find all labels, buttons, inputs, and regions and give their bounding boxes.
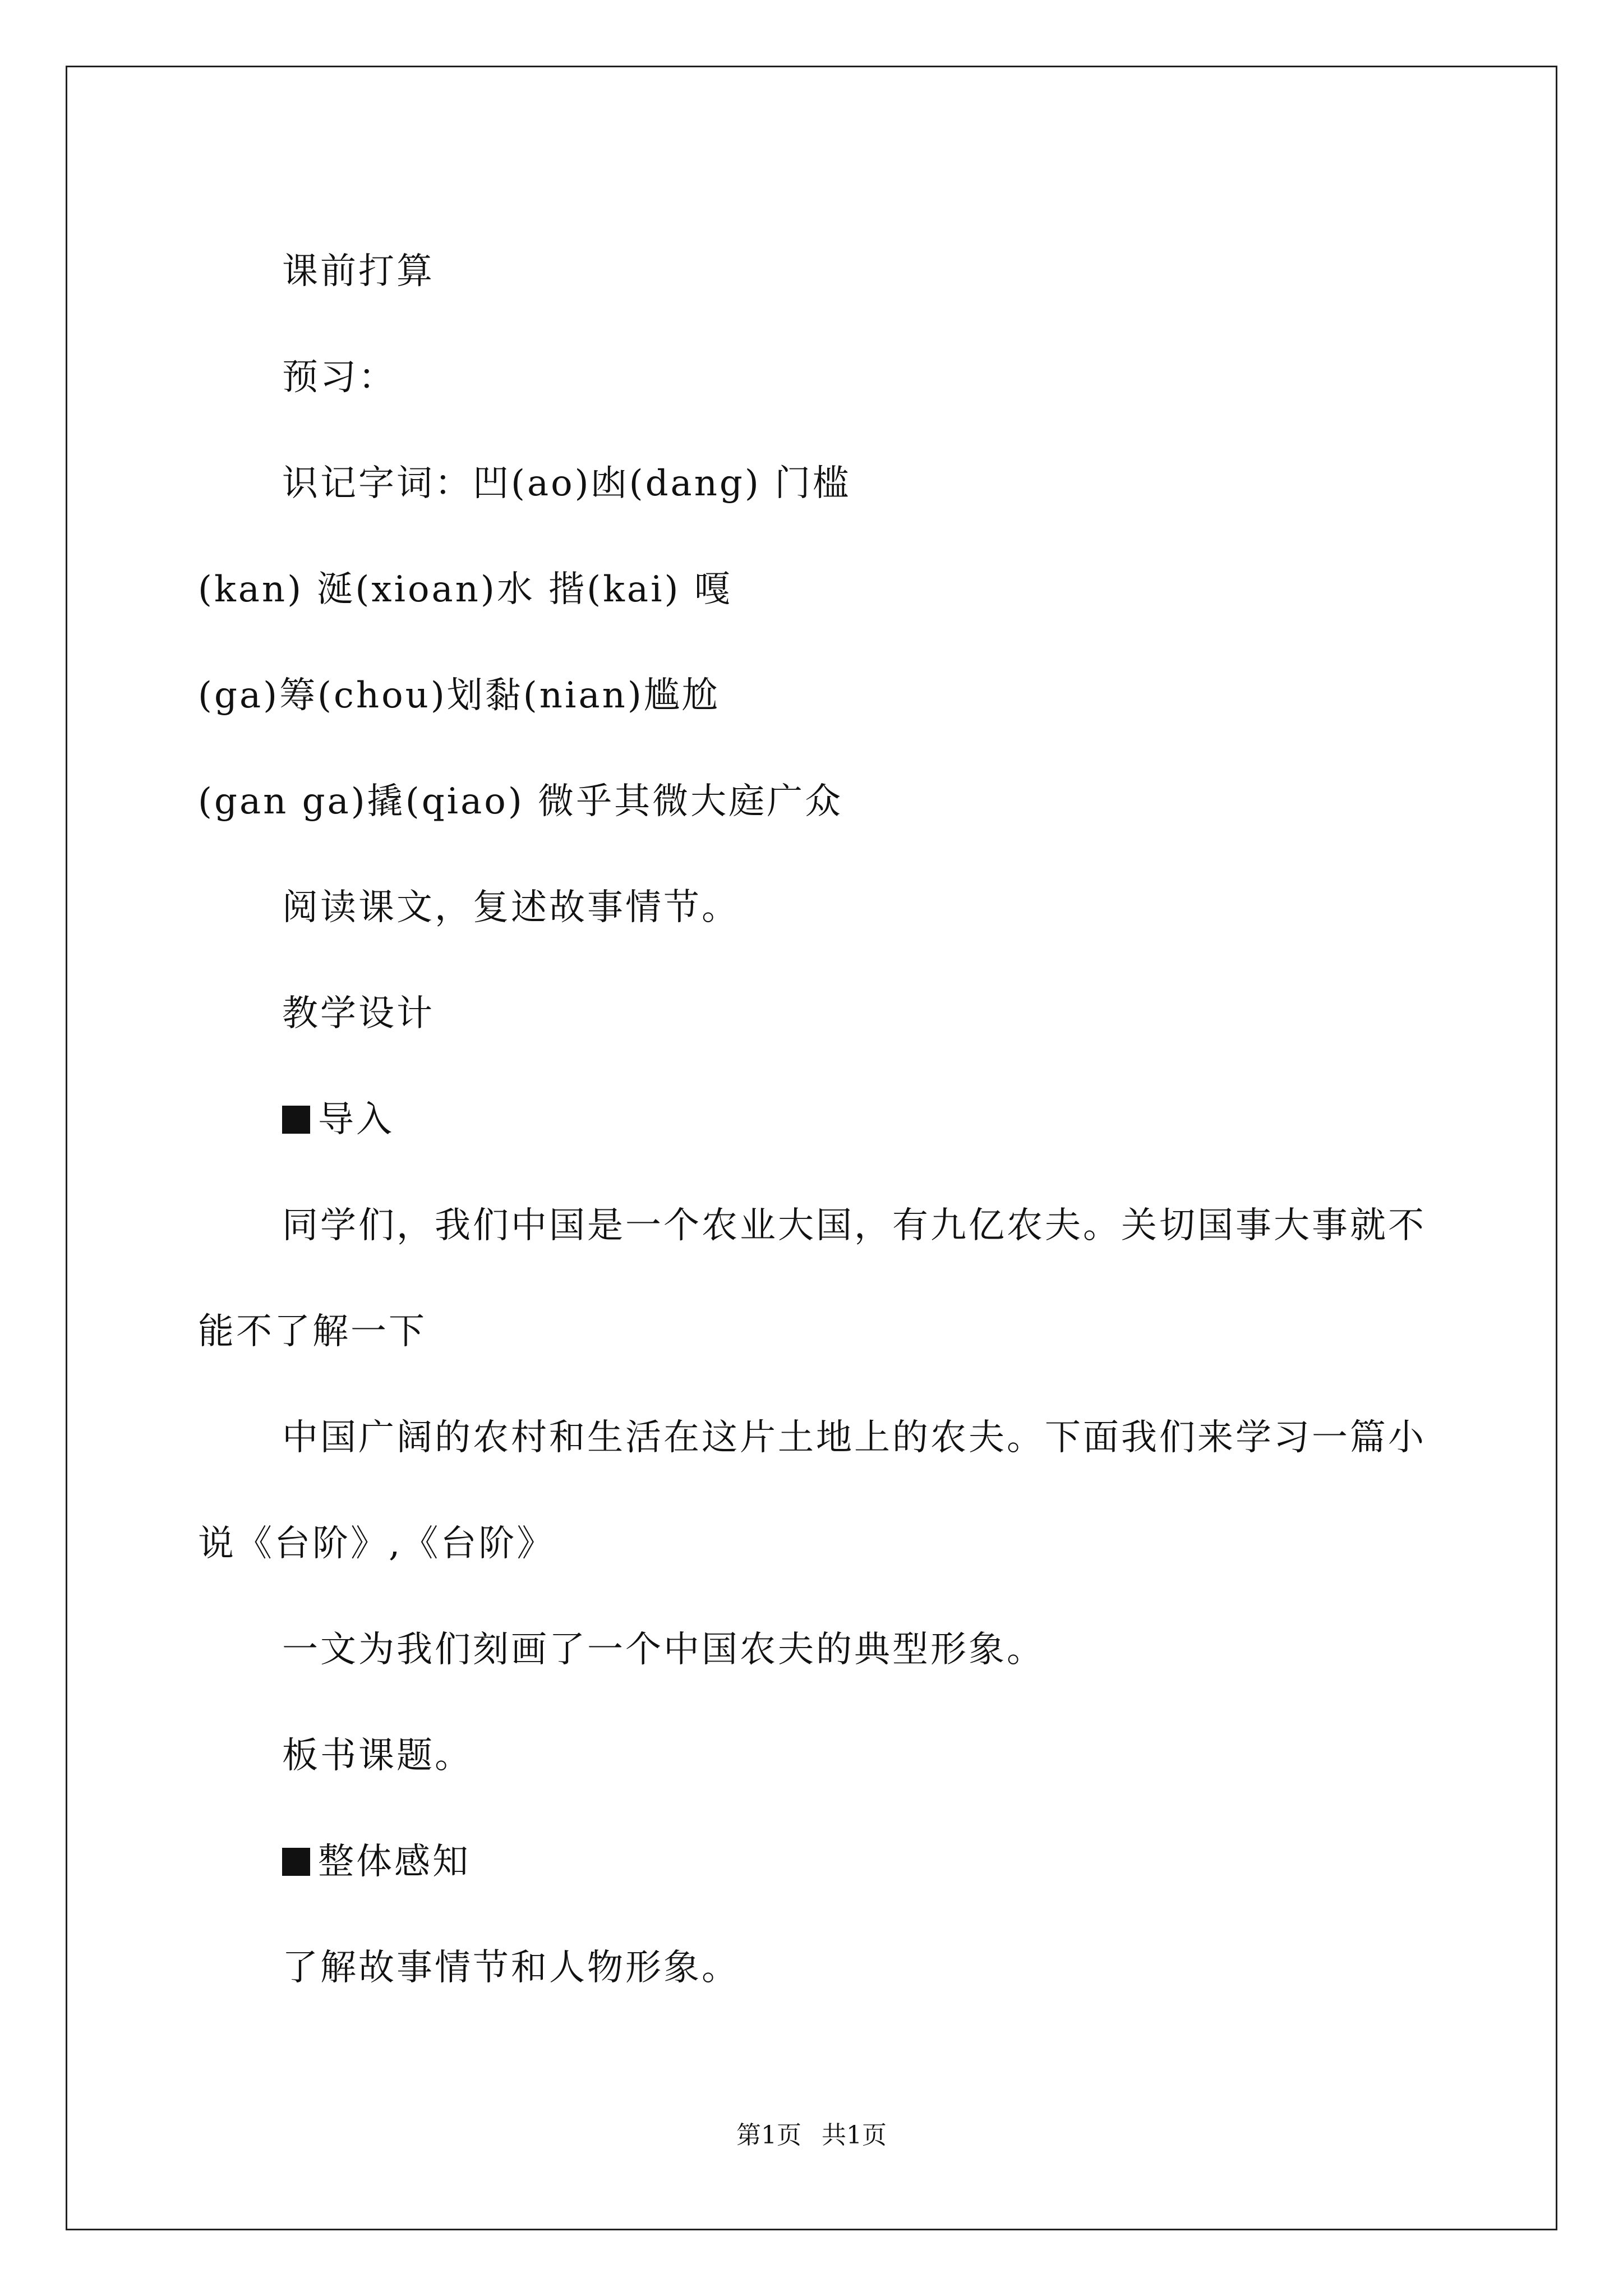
- paragraph-vocab-1: 识记字词：凹(ao)凼(dang) 门槛: [282, 463, 851, 504]
- section-heading-overview: [198, 1809, 1435, 1915]
- paragraph-intro-2: 中国广阔的农村和生活在这片土地上的农夫。下面我们来学习一篇小说《台阶》,《台阶》: [198, 1417, 1426, 1565]
- paragraph-intro-3: 一文为我们刻画了一个中国农夫的典型形象。: [282, 1629, 1045, 1671]
- section-heading-label: 导入: [318, 1099, 394, 1140]
- section-heading-label: 整体感知: [318, 1841, 471, 1883]
- paragraph-vocab-3: (ga)筹(chou)划黏(nian)尴尬: [198, 675, 720, 716]
- paragraph-vocab-4: (gan ga)撬(qiao) 微乎其微大庭广众: [198, 781, 843, 822]
- paragraph-lesson-prep: 课前打算: [282, 251, 435, 292]
- section-heading-intro: [198, 1067, 1435, 1173]
- paragraph-read-text: 阅读课文，复述故事情节。: [282, 887, 740, 928]
- paragraph-vocab-2: (kan) 涎(xioan)水 揩(kai) 嘎: [198, 569, 732, 610]
- paragraph-teaching-design: 教学设计: [282, 993, 435, 1034]
- page-number: 第1页: [736, 2121, 801, 2150]
- paragraph-overview: 了解故事情节和人物形象。: [282, 1947, 740, 1989]
- square-bullet-icon: [282, 1106, 310, 1134]
- square-bullet-icon: [282, 1848, 310, 1876]
- paragraph-board-title: 板书课题。: [282, 1735, 473, 1777]
- paragraph-intro-1: 同学们，我们中国是一个农业大国，有九亿农夫。关切国事大事就不能不了解一下: [198, 1205, 1426, 1352]
- page-footer: [0, 2119, 1623, 2152]
- paragraph-preview: 预习：: [282, 357, 396, 398]
- document-body: [198, 219, 1435, 2021]
- page-total: 共1页: [822, 2121, 887, 2150]
